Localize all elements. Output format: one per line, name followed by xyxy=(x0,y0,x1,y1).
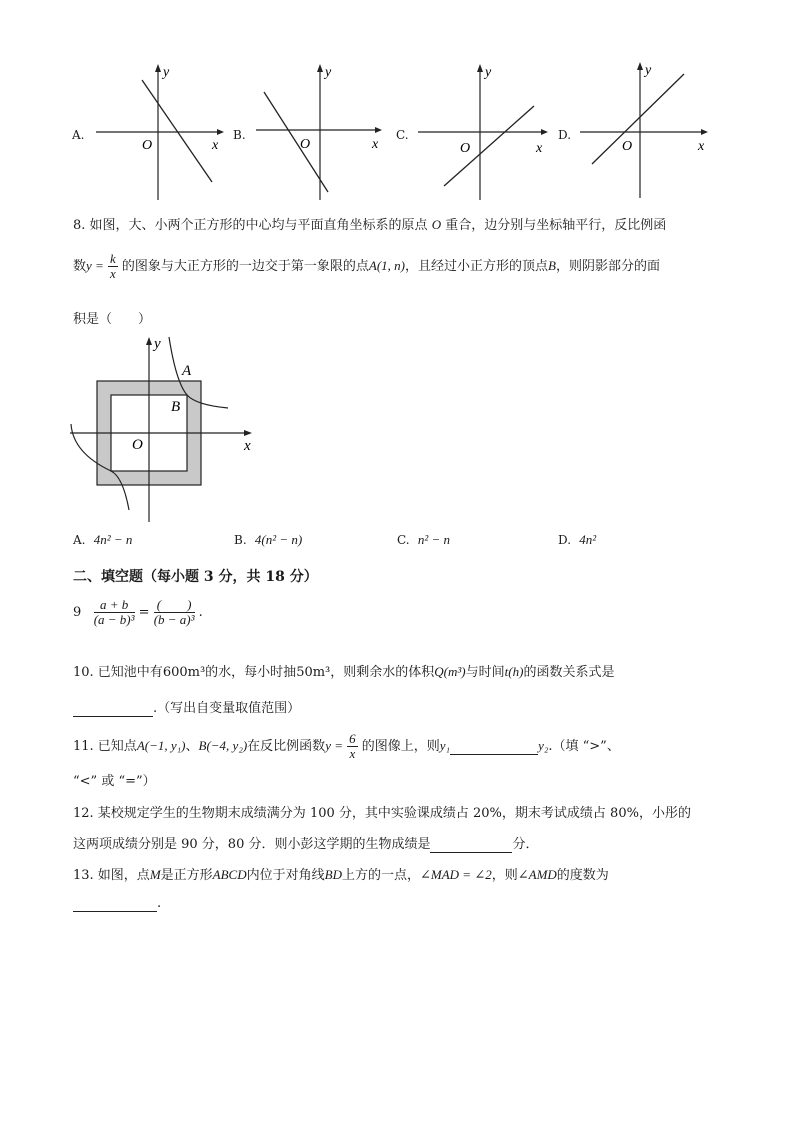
q7-option-label-d: D. xyxy=(558,128,572,142)
svg-text:O: O xyxy=(132,437,143,453)
q12-line-2: 这两项成绩分别是 90 分，80 分．则小彭这学期的生物成绩是 分． xyxy=(73,837,539,852)
q10-line-2: .（写出自变量取值范围） xyxy=(73,697,300,717)
q8-line-3: 积是（ ） xyxy=(73,312,152,327)
q7-graph-d xyxy=(578,60,712,200)
svg-text:A: A xyxy=(182,363,192,379)
q9-lhs-fraction: $\frac{a + b}{\text{(a − b)³}}$ xyxy=(93,597,135,627)
q12-answer-blank[interactable] xyxy=(430,837,512,853)
q10-answer-blank[interactable] xyxy=(73,701,153,717)
svg-text:x: x xyxy=(244,438,251,454)
q11-line-2: “<” 或 “=”） xyxy=(73,774,156,789)
q7-option-label-c: C. xyxy=(396,128,409,142)
graph-line xyxy=(142,80,212,182)
q8-option-a[interactable]: A. 4n² − n xyxy=(73,532,133,547)
svg-text:x: x xyxy=(372,137,379,152)
y-label: y xyxy=(163,65,170,80)
svg-text:x: x xyxy=(536,141,543,156)
q8-option-d[interactable]: D. 4n² xyxy=(558,532,597,547)
q11-line-1: 11. 已知点A(−1, y₁)、B(−4, y₂)在反比例函数y = $\frac{6}{x}$ 的图像上，则y₁ y₂.（填 “>”、 xyxy=(73,731,620,761)
q7-graph-b xyxy=(254,62,388,202)
svg-text:O: O xyxy=(460,141,471,156)
q12-line-1: 12. 某校规定学生的生物期末成绩满分为 100 分，其中实验课成绩占 20%，期末考试成绩占 80%，小彤的 xyxy=(73,806,691,821)
x-arrow xyxy=(217,129,224,135)
section-2-title: 二、填空题（每小题 3 分，共 18 分） xyxy=(73,569,318,585)
q13-line-1: 13. 如图，点M是正方形ABCD内位于对角线BD上方的一点，∠MAD = ∠2，则∠AMD的度数为 xyxy=(73,867,609,883)
q9-rhs-fraction: $\frac{( )}{\text{(b − a)³}}$ xyxy=(153,597,195,627)
q11-answer-blank[interactable] xyxy=(450,739,538,755)
q8-figure xyxy=(68,332,264,524)
q9: 9 $\frac{a + b}{\text{(a − b)³}}$ = $\frac{( )}{\text{(b − a)³}}$ . xyxy=(73,597,203,627)
q8-line-2: 数y = $\frac{k}{x}$ 的图象与大正方形的一边交于第一象限的点A(1, n)，且经过小正方形的顶点B，则阴影部分的面 xyxy=(73,251,660,281)
q8-option-b[interactable]: B. 4(n² − n) xyxy=(234,532,303,547)
q8-fraction: $\frac{k}{x}$ xyxy=(109,251,116,281)
x-label: x xyxy=(212,138,219,153)
q10-line-1: 10. 已知池中有600m³的水，每小时抽50m³，则剩余水的体积Q(m³)与时间t(h)的函数关系式是 xyxy=(73,664,615,680)
q7-option-label-a: A. xyxy=(72,128,85,142)
q8-line-1: 8. 如图，大、小两个正方形的中心均与平面直角坐标系的原点 O 重合，边分别与坐标轴平行，反比例函 xyxy=(73,217,667,233)
q8-option-c[interactable]: C. n² − n xyxy=(397,532,451,547)
y-arrow xyxy=(155,64,161,72)
svg-text:y: y xyxy=(154,336,161,352)
q7-graph-c xyxy=(416,62,552,202)
svg-text:B: B xyxy=(171,399,181,415)
svg-text:x: x xyxy=(698,139,705,154)
svg-text:y: y xyxy=(485,65,492,80)
svg-text:O: O xyxy=(622,139,633,154)
svg-text:O: O xyxy=(300,137,311,152)
q11-fraction: $\frac{6}{x}$ xyxy=(349,731,356,761)
svg-text:y: y xyxy=(325,65,332,80)
q13-answer-blank[interactable] xyxy=(73,896,157,912)
svg-text:y: y xyxy=(645,63,652,78)
q7-option-label-b: B. xyxy=(233,128,246,142)
origin-label: O xyxy=(142,138,153,153)
q7-graph-a xyxy=(94,62,228,202)
q13-line-2: . xyxy=(73,896,161,912)
